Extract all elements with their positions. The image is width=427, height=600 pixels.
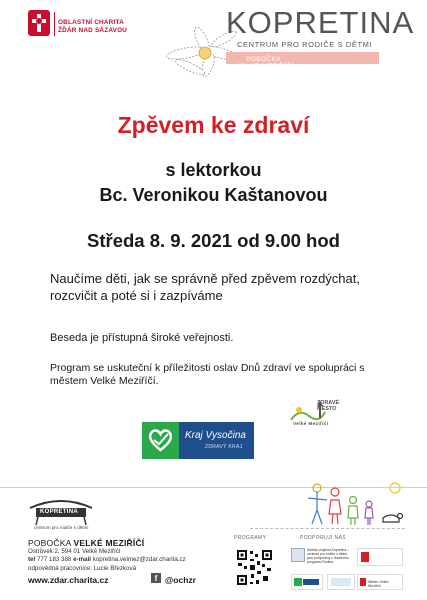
support-city: Město Velké Meziříčí (368, 580, 389, 588)
support-note: Aktivity projektu Kopretina – centrum pro rodiče s dětmi jsou podpořeny z dotačního programu Rodina (307, 548, 350, 564)
kopretina-title: KOPRETINA (226, 5, 415, 40)
sponsor-logo (327, 574, 355, 590)
header-divider (54, 12, 55, 36)
kopretina-subtitle: CENTRUM PRO RODIČE S DĚTMI (237, 40, 373, 49)
zdrave-mesto-logo (285, 398, 347, 434)
footer-kop-subtitle: centrum pro rodiče s dětmi (34, 525, 89, 530)
support-label: PODPORUJÍ NÁS (300, 535, 347, 541)
social-handle[interactable]: @ochzr (165, 575, 196, 585)
family-drawing-icon (303, 478, 411, 530)
qr-code-icon[interactable] (236, 549, 273, 586)
branch-prefix: POBOČKA (246, 56, 281, 63)
lecturer-name: Bc. Veronikou Kaštanovou (99, 185, 328, 205)
footer-branch-name: VELKÉ MEZIŘÍČÍ (73, 538, 145, 548)
zdrave-line2: MĚSTO (317, 406, 337, 412)
footer-kopretina-logo (26, 498, 96, 526)
email-label: e-mail (73, 556, 92, 564)
heart-icon (142, 422, 179, 459)
city-logo (357, 574, 403, 590)
website-link[interactable]: www.zdar.charita.cz (28, 575, 109, 585)
phone-label: tel (28, 556, 36, 564)
event-title: Zpěvem ke zdraví (117, 112, 310, 138)
footer-responsible: odpovědná pracovnice: Lucie Březková (28, 564, 137, 572)
sponsor-logos (291, 546, 405, 592)
zdrave-line1: ZDRAVÉ (317, 400, 340, 406)
charita-name: OBLASTNÍ CHARITA ŽĎÁR NAD SÁZAVOU (58, 19, 128, 34)
program-note: Program se uskuteční k příležitosti oslav Dnů zdraví ve spolupráci s městem Velké Meziříčí. (50, 362, 365, 387)
footer-address: Ostrůvek 2, 594 01 Velké Meziříčí (28, 548, 121, 555)
ministry-logo (357, 548, 403, 566)
footer-contact (28, 548, 228, 573)
branch-name: VELKÉ MEZIŘÍČÍ (236, 63, 294, 70)
footer-kop-text: KOPRETINA (40, 509, 79, 515)
access-note: Beseda je přístupná široké veřejnosti. (50, 332, 234, 344)
kraj-small-logo (291, 574, 323, 590)
kraj-sub-label: ZDRAVÝ KRAJ (205, 444, 243, 450)
event-description: Naučíme děti, jak se správně před zpěvem rozdýchat, rozcvičit a poté si i zazpíváme (50, 271, 360, 303)
rodina-program-icon (291, 548, 305, 562)
footer-branch (28, 538, 144, 548)
event-datetime: Středa 8. 9. 2021 od 9.00 hod (87, 230, 340, 251)
phone-value[interactable]: 777 183 388 (36, 556, 72, 564)
branch-bar (226, 52, 379, 70)
programs-label: PROGRAMY (234, 535, 267, 541)
email-value[interactable]: kopretina.velmez@zdar.charita.cz (92, 556, 186, 564)
kraj-main-label: Kraj Vysočina (185, 430, 246, 441)
lecturer-intro: s lektorkou (165, 160, 262, 180)
footer-branch-prefix: POBOČKA (28, 538, 71, 548)
kraj-vysocina-logo (142, 422, 254, 459)
facebook-icon[interactable]: f (151, 573, 161, 583)
charita-logo (28, 10, 50, 36)
zdrave-city: Velké Meziříčí (293, 422, 329, 427)
